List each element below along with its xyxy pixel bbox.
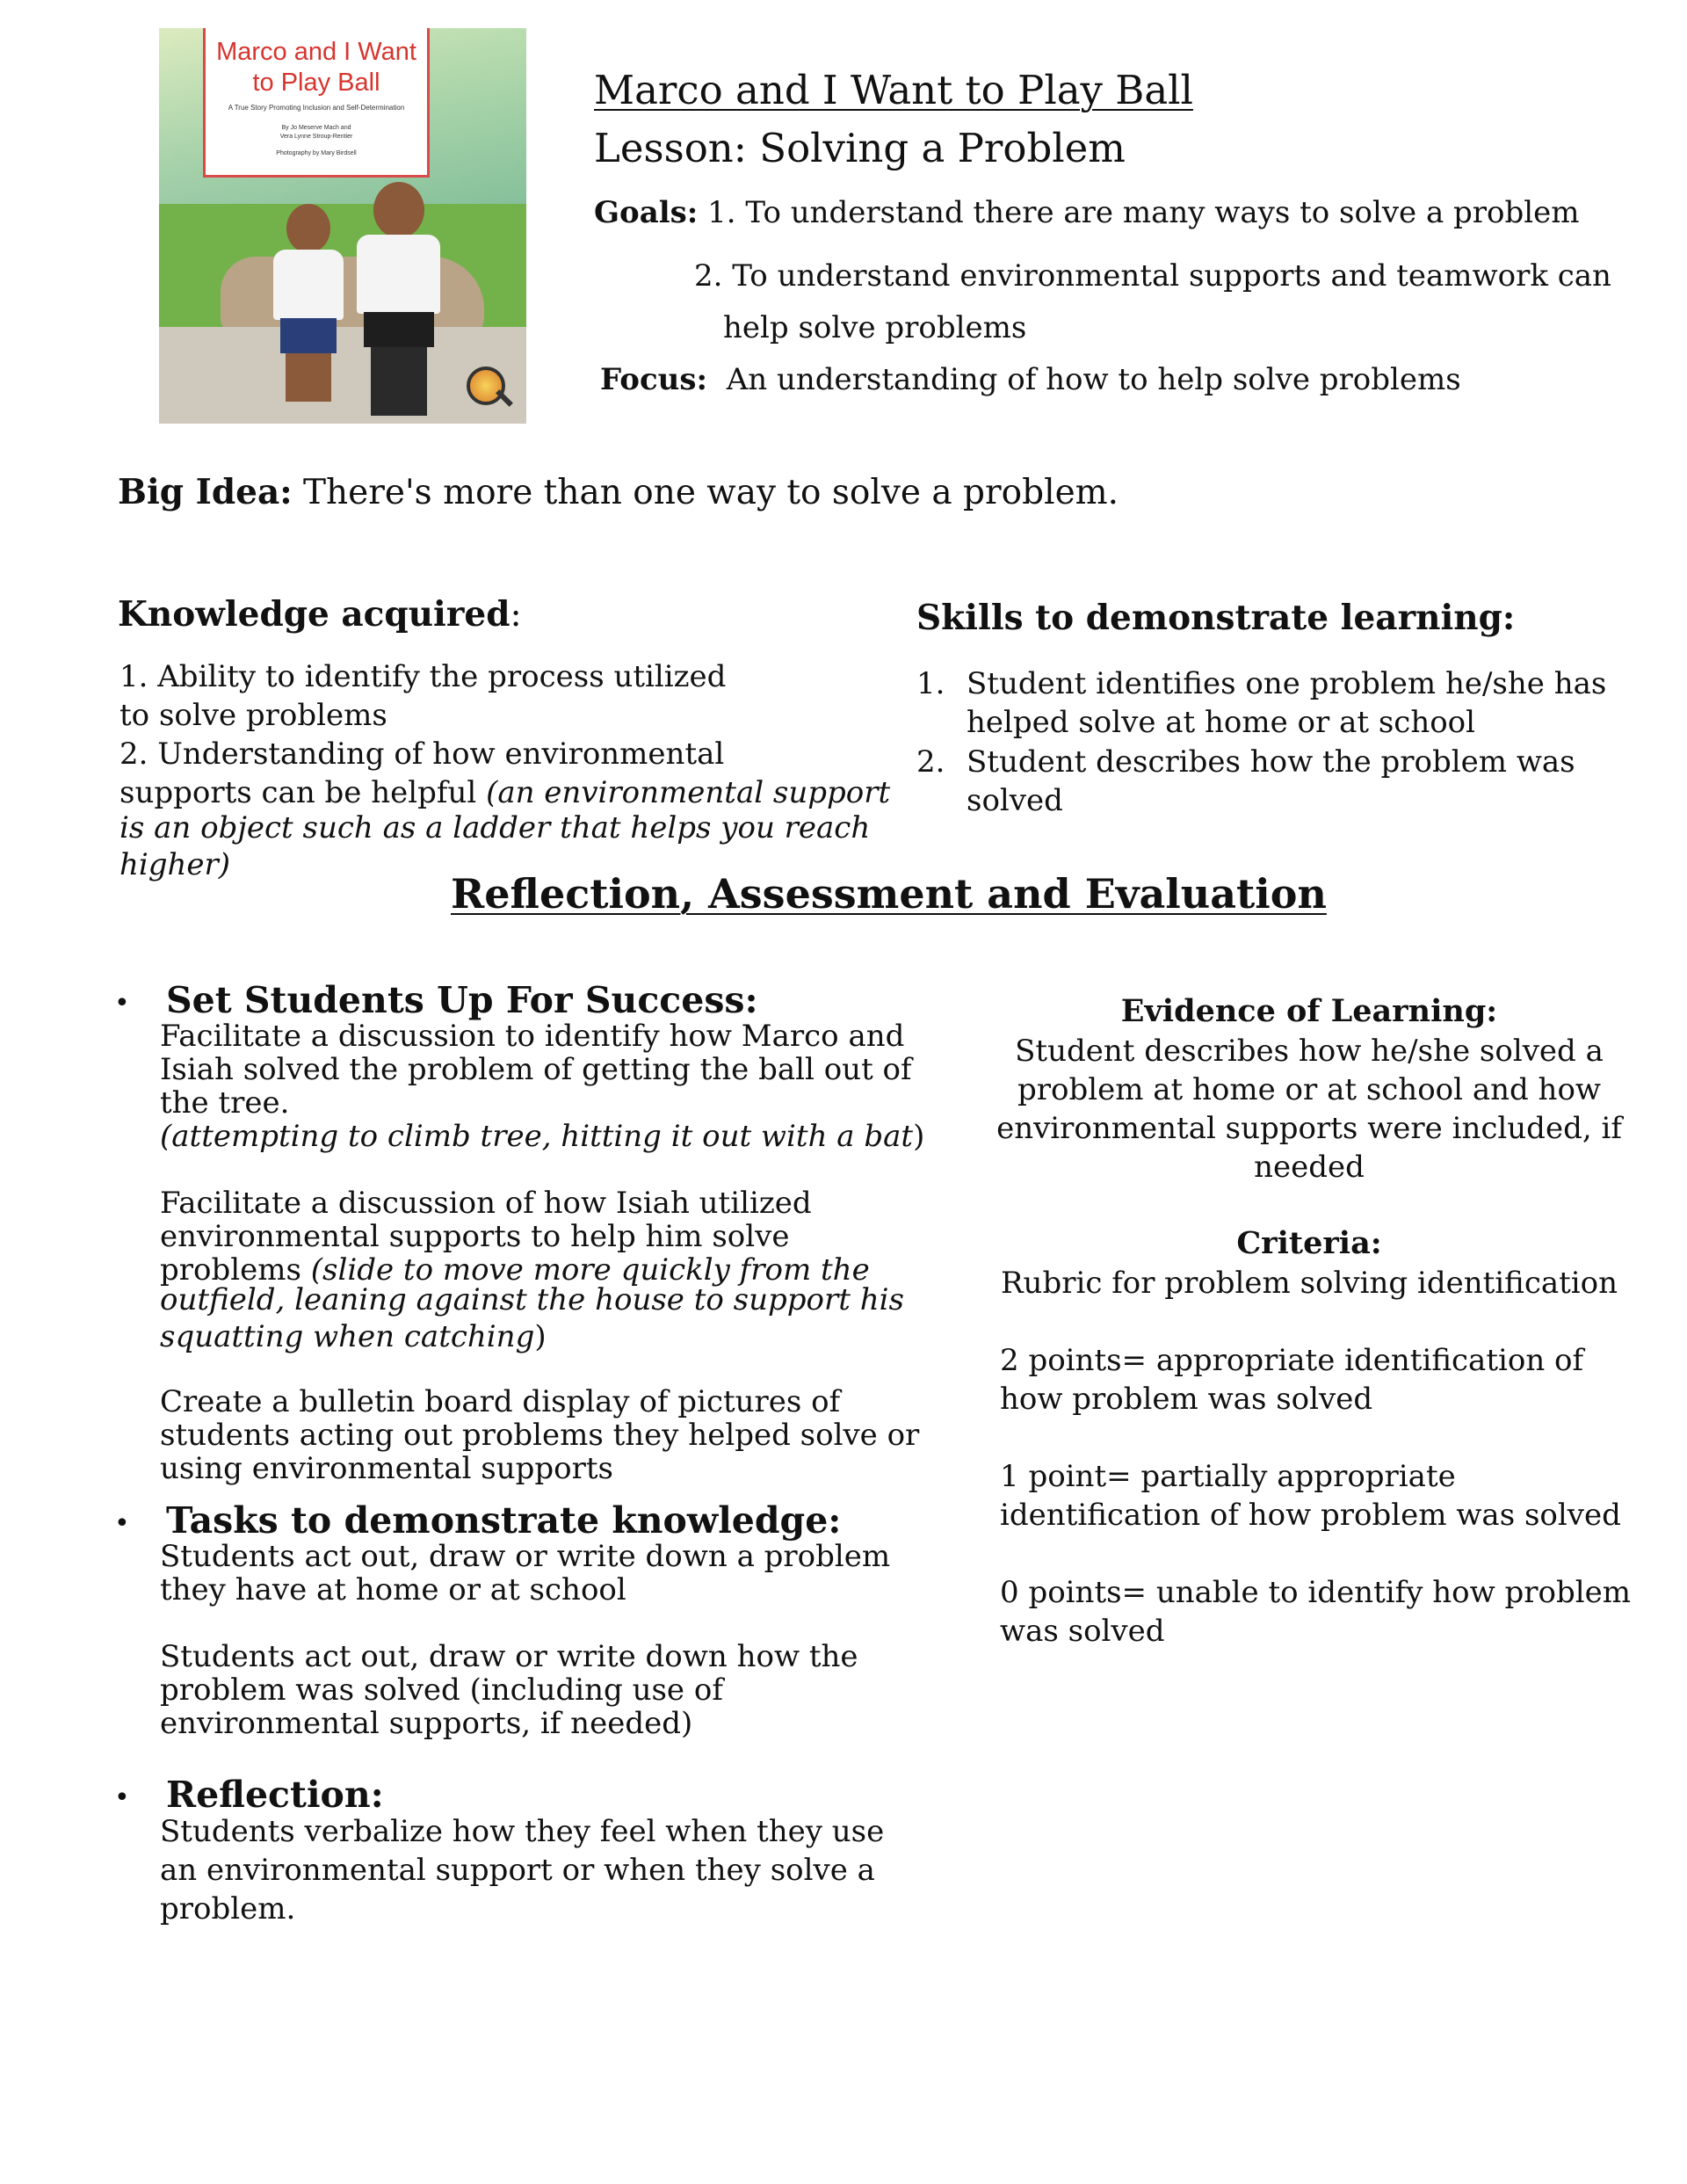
book-cover-image (159, 28, 526, 424)
knowledge-line1: 1. Ability to identify the process utilized (119, 659, 727, 694)
s3-line1: Create a bulletin board display of pictures of (160, 1384, 841, 1419)
s1-line1: Facilitate a discussion to identify how Marco and (160, 1019, 905, 1054)
evidence-line4: needed (1254, 1150, 1365, 1185)
s2-line2: environmental supports to help him solve (160, 1219, 790, 1254)
focus-text: An understanding of how to help solve problems (726, 362, 1461, 397)
knowledge-heading-text: Knowledge acquired (118, 594, 510, 635)
criteria-heading: Criteria: (1236, 1225, 1382, 1261)
skills-item1-line2: helped solve at home or at school (967, 705, 1476, 740)
page-title: Marco and I Want to Play Ball (594, 67, 1193, 113)
cover-title-line2: to Play Ball (252, 69, 380, 97)
cover-title-line1: Marco and I Want (216, 38, 416, 66)
s3-line2: students acting out problems they helped solve or (160, 1418, 920, 1453)
points1-line1: 1 point= partially appropriate (1000, 1459, 1456, 1494)
bullet-tasks: • (114, 1508, 130, 1539)
reflection-sub-heading: Reflection: (166, 1774, 384, 1816)
magnifying-glass-icon (467, 366, 505, 405)
cover-title-box (203, 28, 430, 178)
r1-line2: an environmental support or when they solve a (160, 1853, 875, 1888)
skills-item2-line1: Student describes how the problem was (967, 744, 1575, 780)
evidence-line3: environmental supports were included, if (996, 1111, 1622, 1146)
points1-line2: identification of how problem was solved (1000, 1498, 1621, 1533)
skills-item2-num: 2. (916, 744, 945, 780)
s2-line5 (160, 1320, 547, 1353)
r1-line3: problem. (160, 1891, 296, 1926)
bullet-reflection: • (114, 1782, 130, 1813)
s2-line5-end: ) (534, 1319, 547, 1354)
skills-item1-num: 1. (916, 666, 945, 701)
s1-line4 (160, 1120, 924, 1153)
s1-line3: the tree. (160, 1085, 290, 1121)
cover-authors-line1: By Jo Meserve Mach and (281, 125, 351, 131)
big-idea-text: There's more than one way to solve a problem. (303, 473, 1119, 512)
t1-line2: they have at home or at school (160, 1572, 626, 1607)
set-up-heading: Set Students Up For Success: (166, 979, 758, 1021)
knowledge-line6: higher) (119, 847, 231, 882)
knowledge-line4-plain: supports can be helpful (119, 775, 487, 810)
evidence-line1: Student describes how he/she solved a (1015, 1034, 1604, 1069)
goal-2-line1: 2. To understand environmental supports and teamwork can (694, 258, 1611, 294)
cover-boy-left (273, 204, 344, 406)
bullet-set-up: • (114, 988, 130, 1019)
goal-2-line2: help solve problems (723, 310, 1027, 345)
tasks-heading: Tasks to demonstrate knowledge: (166, 1499, 842, 1542)
focus (600, 360, 1461, 399)
cover-subtitle: A True Story Promoting Inclusion and Self-Determination (228, 104, 405, 112)
evidence-line2: problem at home or at school and how (1017, 1072, 1602, 1107)
goals-label: Goals: (594, 195, 699, 230)
reflection-assessment-heading: Reflection, Assessment and Evaluation (451, 870, 1327, 918)
knowledge-line5: is an object such as a ladder that helps you reach (119, 810, 871, 845)
focus-label: Focus: (600, 362, 708, 397)
lesson-title: Lesson: Solving a Problem (594, 125, 1126, 171)
r1-line1: Students verbalize how they feel when they use (160, 1814, 885, 1849)
t2-line2: problem was solved (including use of (160, 1672, 723, 1708)
knowledge-heading-colon: : (510, 595, 522, 635)
knowledge-line2: to solve problems (119, 698, 387, 733)
s1-line4-italic: (attempting to climb tree, hitting it out with a bat (160, 1119, 914, 1154)
knowledge-line4 (119, 773, 890, 812)
cover-photography: Photography by Mary Birdsell (276, 150, 357, 156)
cover-boy-right (357, 182, 440, 419)
points0-line1: 0 points= unable to identify how problem (1000, 1575, 1631, 1610)
points2-line2: how problem was solved (1000, 1382, 1373, 1417)
skills-item1-line1: Student identifies one problem he/she has (967, 666, 1607, 701)
t1-line1: Students act out, draw or write down a problem (160, 1539, 891, 1574)
criteria-line: Rubric for problem solving identification (1000, 1266, 1618, 1301)
evidence-heading: Evidence of Learning: (1120, 993, 1498, 1029)
knowledge-line4-italic: (an environmental support (486, 775, 891, 810)
cover-authors-line2: Vera Lynne Stroup-Rentier (279, 134, 353, 140)
goal-1 (594, 193, 1580, 232)
skills-heading: Skills to demonstrate learning: (916, 598, 1516, 638)
cover-rock (221, 257, 484, 336)
big-idea-label: Big Idea: (118, 472, 293, 512)
s2-line3-plain: problems (160, 1252, 311, 1288)
s1-line2: Isiah solved the problem of getting the ball out of (160, 1052, 912, 1087)
goal-1-text: 1. To understand there are many ways to solve a problem (707, 195, 1580, 230)
big-idea (118, 472, 1119, 512)
points2-line1: 2 points= appropriate identification of (1000, 1343, 1584, 1378)
s2-line1: Facilitate a discussion of how Isiah utilized (160, 1186, 812, 1221)
skills-item2-line2: solved (967, 783, 1063, 818)
t2-line3: environmental supports, if needed) (160, 1706, 693, 1741)
knowledge-heading (118, 594, 522, 635)
s2-line4: outfield, leaning against the house to support his (160, 1282, 904, 1317)
s2-line3-italic: (slide to move more quickly from the (310, 1252, 870, 1288)
s3-line3: using environmental supports (160, 1451, 613, 1486)
t2-line1: Students act out, draw or write down how the (160, 1639, 858, 1674)
s2-line5-italic: squatting when catching (160, 1319, 535, 1354)
s1-line4-end: ) (913, 1119, 925, 1154)
points0-line2: was solved (1000, 1614, 1165, 1649)
knowledge-line3: 2. Understanding of how environmental (119, 736, 725, 772)
